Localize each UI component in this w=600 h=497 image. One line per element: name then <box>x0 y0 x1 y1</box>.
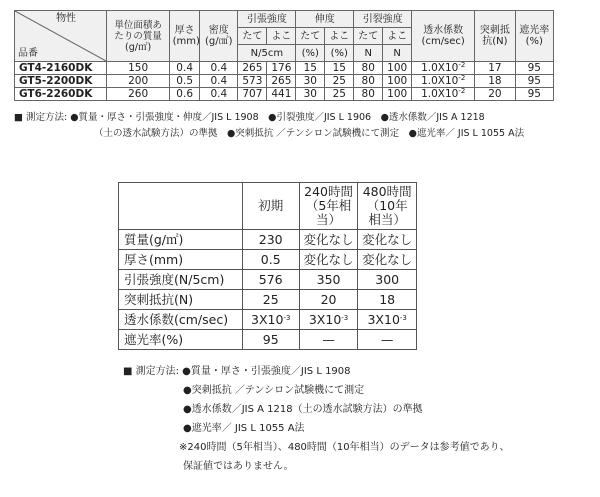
durability-label: 引張強度(N/5cm) <box>119 270 243 290</box>
durability-value: 300 <box>358 270 417 290</box>
durability-note-1: ■ 測定方法: ●質量・厚さ・引張強度／JIS L 1908 <box>123 366 351 377</box>
spec-cell-tr_t: 80 <box>354 62 383 75</box>
durability-corner <box>119 183 243 230</box>
durability-row <box>119 250 417 270</box>
spec-cell-tr_y: 100 <box>383 88 412 101</box>
spec-cell-el_t: 30 <box>296 88 325 101</box>
spec-cell-ts_t: 573 <box>238 75 267 88</box>
shading-header: 遮光率(%) <box>515 11 553 62</box>
durability-value: 変化なし <box>299 250 358 270</box>
spec-cell-shade: 95 <box>515 75 553 88</box>
spec-table <box>14 10 554 101</box>
durability-label: 突刺抵抗(N) <box>119 290 243 310</box>
durability-value: $3X10^{-3}$ <box>242 310 299 330</box>
durability-value: 25 <box>242 290 299 310</box>
puncture-header: 突刺抵抗(N) <box>475 11 515 62</box>
thickness-header: 厚さ(mm) <box>170 11 200 62</box>
durability-value: 変化なし <box>358 230 417 250</box>
tensile-unit: N/5cm <box>238 45 296 62</box>
durability-row <box>119 270 417 290</box>
durability-value: 変化なし <box>299 230 358 250</box>
spec-cell-d: 0.4 <box>200 88 238 101</box>
spec-row <box>15 62 554 75</box>
spec-cell-d: 0.4 <box>200 75 238 88</box>
durability-value: 350 <box>299 270 358 290</box>
spec-cell-shade: 95 <box>515 62 553 75</box>
durability-row <box>119 330 417 350</box>
spec-cell-tr_y: 100 <box>383 62 412 75</box>
product-number: GT4-2160DK <box>15 62 107 75</box>
durability-row <box>119 290 417 310</box>
spec-cell-ts_t: 707 <box>238 88 267 101</box>
corner-header <box>15 11 107 62</box>
durability-value: 0.5 <box>242 250 299 270</box>
elongation-unit-yoko: (%) <box>325 45 354 62</box>
tear-tate: たて <box>354 28 383 45</box>
spec-cell-d: 0.4 <box>200 62 238 75</box>
spec-cell-shade: 95 <box>515 88 553 101</box>
tear-header: 引裂強度 <box>354 11 412 28</box>
measurement-note-2: （土の透水試験方法）の準拠 ●突刺抵抗 ／テンシロン試験機にて測定 ●遮光率／ JIS L 1055 A法 <box>94 128 525 139</box>
initial-header: 初期 <box>242 183 299 230</box>
elongation-yoko: よこ <box>325 28 354 45</box>
product-number: GT5-2200DK <box>15 75 107 88</box>
durability-value: 18 <box>358 290 417 310</box>
spec-cell-ts_t: 265 <box>238 62 267 75</box>
durability-note-6: 保証値ではありません。 <box>183 461 294 472</box>
unit-weight-header: 単位面積あたりの質量(g/㎡) <box>107 11 170 62</box>
spec-cell-el_y: 15 <box>325 62 354 75</box>
spec-cell-t: 0.4 <box>170 62 200 75</box>
spec-row <box>15 75 554 88</box>
corner-product-label: 品番 <box>18 48 38 59</box>
spec-cell-ts_y: 441 <box>267 88 296 101</box>
tensile-tate: たて <box>238 28 267 45</box>
durability-row <box>119 230 417 250</box>
durability-value: 変化なし <box>358 250 417 270</box>
spec-cell-w: 200 <box>107 75 170 88</box>
durability-note-4: ●遮光率／ JIS L 1055 A法 <box>183 423 305 434</box>
spec-cell-el_y: 25 <box>325 75 354 88</box>
spec-cell-el_t: 30 <box>296 75 325 88</box>
spec-cell-perm: $1.0X10^{-2}$ <box>412 88 475 101</box>
elongation-tate: たて <box>296 28 325 45</box>
spec-cell-tr_t: 80 <box>354 75 383 88</box>
durability-label: 厚さ(mm) <box>119 250 243 270</box>
spec-cell-punc: 20 <box>475 88 515 101</box>
tensile-yoko: よこ <box>267 28 296 45</box>
durability-value: 20 <box>299 290 358 310</box>
durability-value: 230 <box>242 230 299 250</box>
elongation-unit-tate: (%) <box>296 45 325 62</box>
spec-cell-el_t: 15 <box>296 62 325 75</box>
corner-property-label: 物性 <box>56 13 77 24</box>
spec-cell-el_y: 25 <box>325 88 354 101</box>
durability-label: 遮光率(%) <box>119 330 243 350</box>
durability-label: 透水係数(cm/sec) <box>119 310 243 330</box>
measurement-note-1: ■ 測定方法: ●質量・厚さ・引張強度・伸度／JIS L 1908 ●引裂強度／JIS L 1906 ●透水係数／JIS A 1218 <box>14 112 485 123</box>
spec-cell-perm: $1.0X10^{-2}$ <box>412 75 475 88</box>
durability-note-2: ●突刺抵抗 ／テンシロン試験機にて測定 <box>183 385 365 396</box>
spec-cell-ts_y: 265 <box>267 75 296 88</box>
durability-value: 576 <box>242 270 299 290</box>
elongation-header: 伸度 <box>296 11 354 28</box>
durability-note-5: ※240時間（5年相当）、480時間（10年相当）のデータは参考値であり、 <box>179 442 510 453</box>
spec-cell-w: 150 <box>107 62 170 75</box>
spec-cell-perm: $1.0X10^{-2}$ <box>412 62 475 75</box>
spec-cell-t: 0.6 <box>170 88 200 101</box>
durability-row <box>119 310 417 330</box>
durability-label: 質量(g/㎡) <box>119 230 243 250</box>
spec-cell-punc: 18 <box>475 75 515 88</box>
spec-cell-t: 0.5 <box>170 75 200 88</box>
spec-cell-punc: 17 <box>475 62 515 75</box>
durability-value: — <box>299 330 358 350</box>
product-number: GT6-2260DK <box>15 88 107 101</box>
durability-value: — <box>358 330 417 350</box>
durability-value: $3X10^{-3}$ <box>358 310 417 330</box>
durability-value: 95 <box>242 330 299 350</box>
spec-cell-tr_t: 80 <box>354 88 383 101</box>
spec-row <box>15 88 554 101</box>
h240-header: 240時間（5年相当） <box>299 183 358 230</box>
durability-note-3: ●透水係数／JIS A 1218（土の透水試験方法）の準拠 <box>183 404 423 415</box>
spec-cell-tr_y: 100 <box>383 75 412 88</box>
h480-header: 480時間（10年相当） <box>358 183 417 230</box>
tear-yoko: よこ <box>383 28 412 45</box>
durability-table <box>118 182 417 350</box>
tear-unit-yoko: N <box>383 45 412 62</box>
tear-unit-tate: N <box>354 45 383 62</box>
density-header: 密度(g/㎤) <box>200 11 238 62</box>
tensile-header: 引張強度 <box>238 11 296 28</box>
permeability-header: 透水係数(cm/sec) <box>412 11 475 62</box>
spec-cell-w: 260 <box>107 88 170 101</box>
durability-value: $3X10^{-3}$ <box>299 310 358 330</box>
spec-cell-ts_y: 176 <box>267 62 296 75</box>
